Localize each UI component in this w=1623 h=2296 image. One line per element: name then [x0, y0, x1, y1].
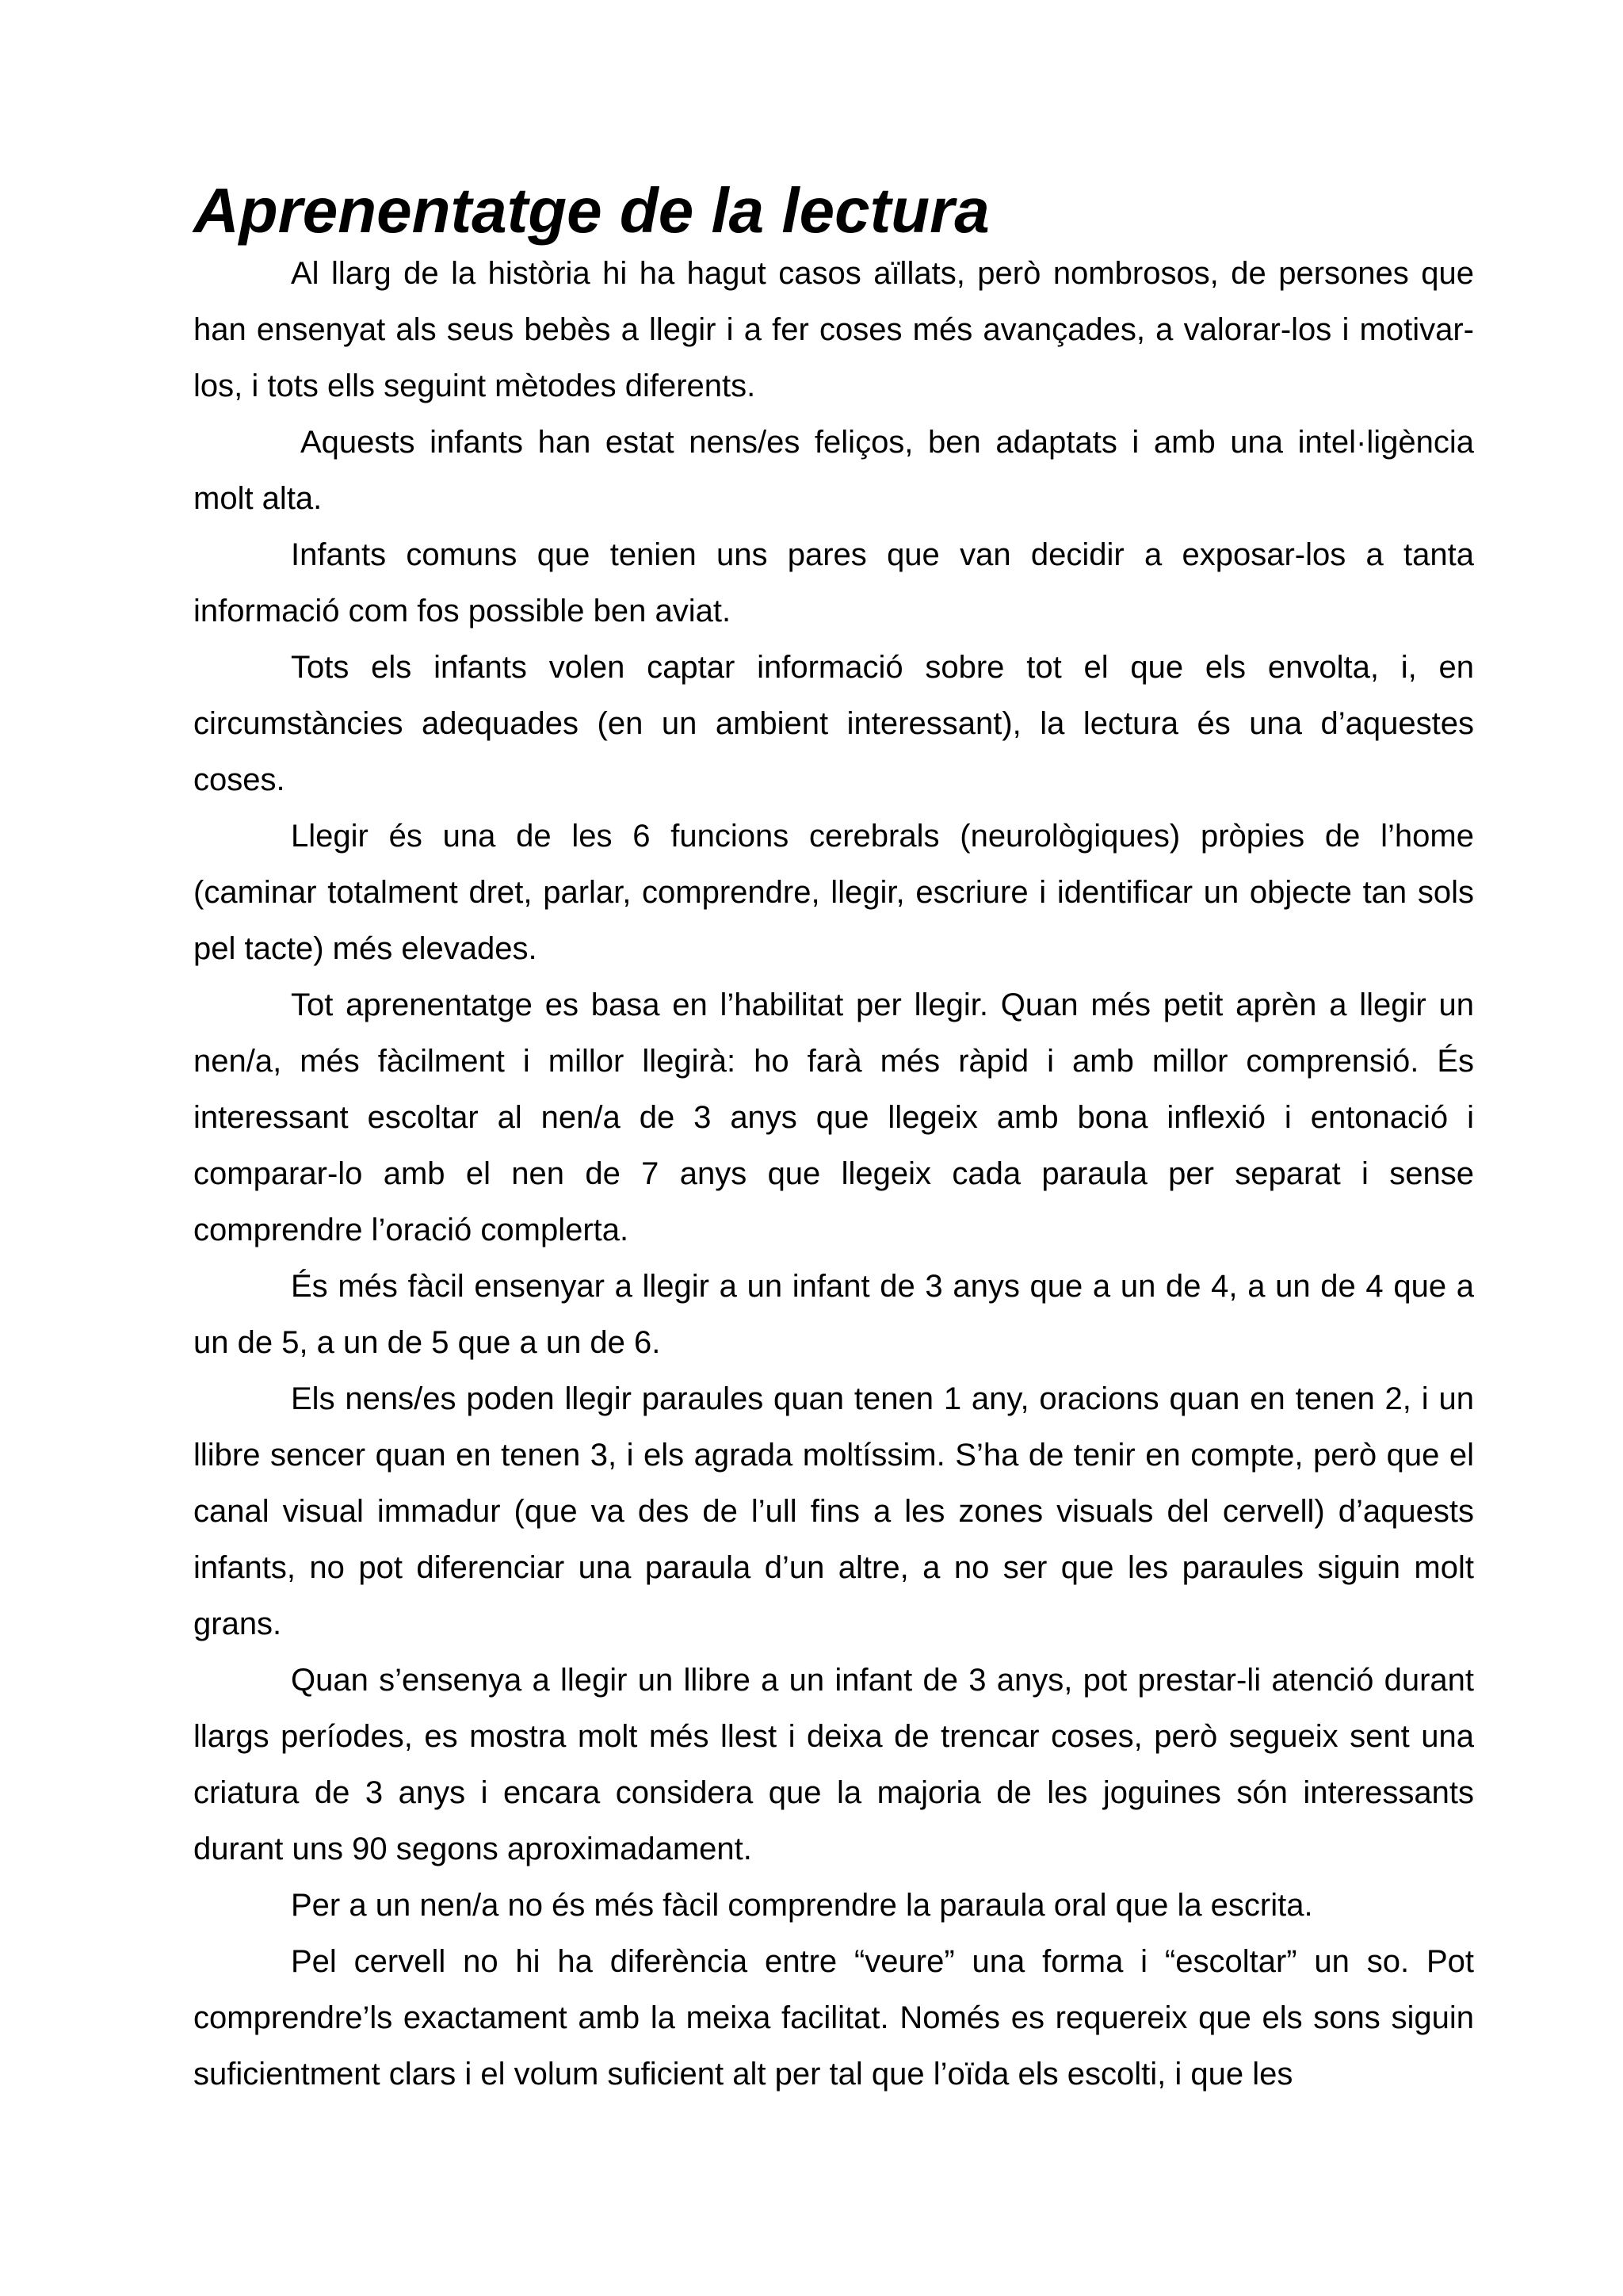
paragraph-1: Al llarg de la història hi ha hagut casos aïllats, però nombrosos, de persones que han ensenyat als seus bebès a llegir i a fer coses més avançades, a valorar-los i motivar-los, i tots ells seguint mètodes diferents. — [193, 256, 1474, 403]
paragraph-9: Quan s’ensenya a llegir un llibre a un infant de 3 anys, pot prestar-li atenció durant llargs períodes, es mostra molt més llest i deixa de trencar coses, però segueix sent una criatura de 3 anys i encara considera que la majoria de les joguines són interessants durant uns 90 segons aproximadament. — [193, 1663, 1474, 1866]
paragraph-3: Infants comuns que tenien uns pares que van decidir a exposar-los a tanta informació com fos possible ben aviat. — [193, 537, 1474, 628]
document-page — [193, 175, 1474, 2103]
paragraph-11: Pel cervell no hi ha diferència entre “veure” una forma i “escoltar” un so. Pot comprendre’ls exactament amb la meixa facilitat. Només es requereix que els sons siguin suficientment clars i el volum suficient alt per tal que l’oïda els escolti, i que les — [193, 1944, 1474, 2092]
document-title: Aprenentatge de la lectura — [193, 175, 990, 246]
paragraph-2: Aquests infants han estat nens/es feliços, ben adaptats i amb una intel·ligència molt alta. — [193, 425, 1474, 516]
paragraph-5: Llegir és una de les 6 funcions cerebrals (neurològiques) pròpies de l’home (caminar totalment dret, parlar, comprendre, llegir, escriure i identificar un objecte tan sols pel tacte) més elevades. — [193, 819, 1474, 966]
paragraph-7: És més fàcil ensenyar a llegir a un infant de 3 anys que a un de 4, a un de 4 que a un de 5, a un de 5 que a un de 6. — [193, 1269, 1474, 1360]
paragraph-6: Tot aprenentatge es basa en l’habilitat per llegir. Quan més petit aprèn a llegir un nen/a, més fàcilment i millor llegirà: ho farà més ràpid i amb millor comprensió. És interessant escoltar al nen/a de 3 anys que llegeix amb bona inflexió i entonació i comparar-lo amb el nen de 7 anys que llegeix cada paraula per separat i sense comprendre l’oració complerta. — [193, 988, 1474, 1247]
paragraph-8: Els nens/es poden llegir paraules quan tenen 1 any, oracions quan en tenen 2, i un llibre sencer quan en tenen 3, i els agrada moltíssim. S’ha de tenir en compte, però que el canal visual immadur (que va des de l’ull fins a les zones visuals del cervell) d’aquests infants, no pot diferenciar una paraula d’un altre, a no ser que les paraules siguin molt grans. — [193, 1381, 1474, 1641]
paragraph-10: Per a un nen/a no és més fàcil comprendre la paraula oral que la escrita. — [291, 1888, 1313, 1923]
paragraph-4: Tots els infants volen captar informació sobre tot el que els envolta, i, en circumstàncies adequades (en un ambient interessant), la lectura és una d’aquestes coses. — [193, 650, 1474, 797]
